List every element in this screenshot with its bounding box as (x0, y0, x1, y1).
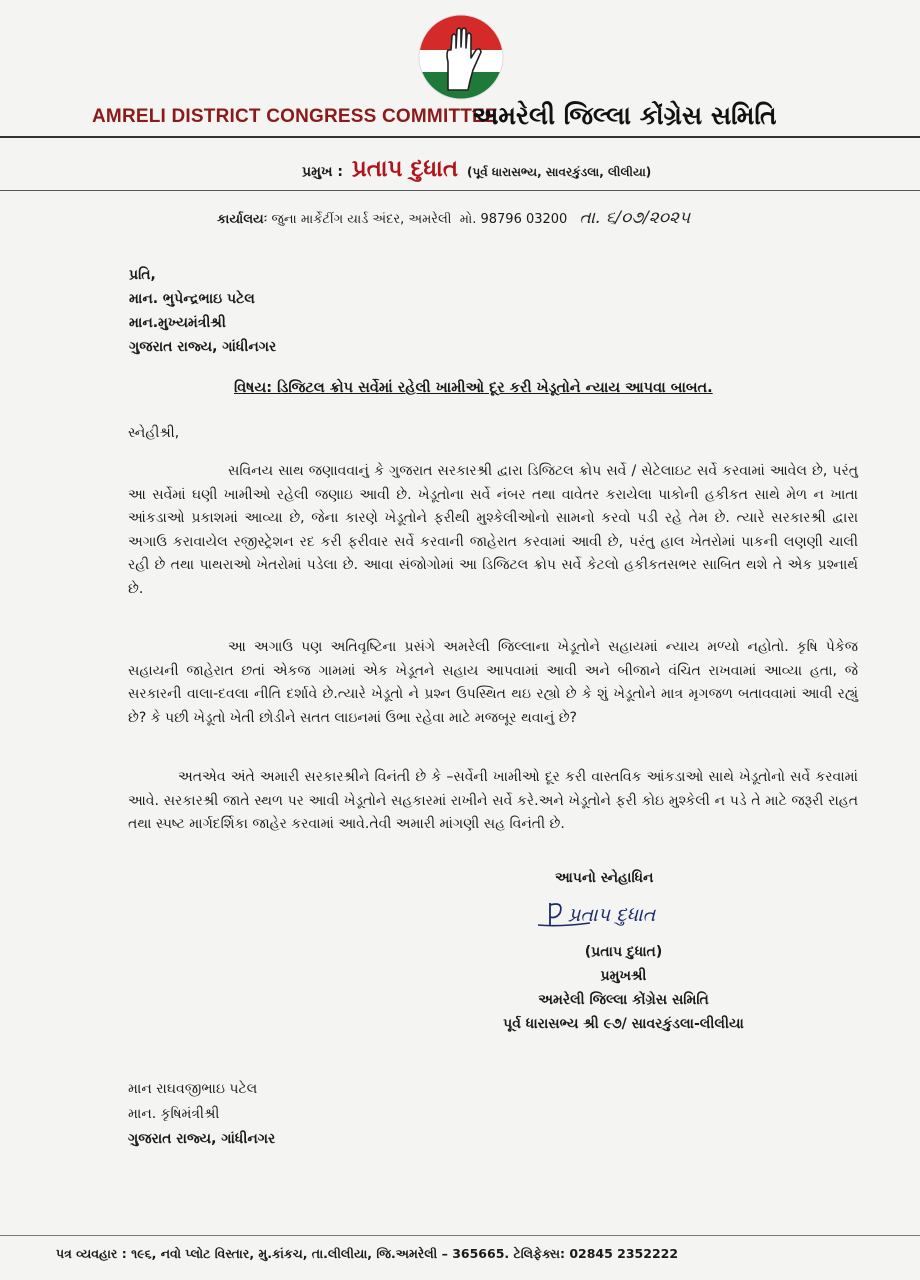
footer-address: પત્ર વ્યવહાર : ૧૯૬, નવો પ્લોટ વિસ્તાર, મુ.કાંકચ, તા.લીલીયા, જિ.અમરેલી – 365665. ટેલિફેક્સ: 02845 2352222 (56, 1246, 679, 1261)
org-name-english: AMRELI DISTRICT CONGRESS COMMITTEE (92, 106, 498, 127)
handwritten-date: તા. ૬/૦૭/૨૦૨૫ (579, 208, 691, 228)
recipient-title: માન.મુખ્યમંત્રીશ્રી (129, 315, 226, 331)
office-phone: મો. 98796 03200 (459, 212, 568, 227)
president-note: (પૂર્વ ધારાસભ્ય, સાવરકુંડલા, લીલીયા) (467, 165, 652, 179)
office-address: જુના માર્કેટીંગ યાર્ડ અંદર, અમરેલી (271, 212, 452, 227)
signatory-block (466, 940, 781, 1036)
body-paragraph-2: આ અગાઉ પણ અતિવૃષ્ટિના પ્રસંગે અમરેલી જિલ્લાના ખેડૂતોને સહાયમાં ન્યાય મળ્યો નહોતો. કૃષિ પેકેજ સહાયની જાહેરાત છતાં એકજ ગામમાં એક ખેડૂતને સહાય આપવામાં આવી અને બીજાને વંચિત રાખવામાં આવ્યા હતા, જે સરકારની વાલા-દવલા નીતિ દર્શાવે છે.ત્યારે ખેડૂતો ને પ્રશ્ન ઉપસ્થિત થઇ રહ્યો છે કે શું ખેડૂતોને માત્ર મૃગજળ બતાવવામાં આવી રહ્યું છે? કે પછી ખેડૂતો ખેતી છોડીને સતત લાઇનમાં ઉભા રહેવા માટે મજબૂર થવાનું છે? (128, 639, 858, 726)
copy-to-block (128, 1077, 275, 1152)
salutation: સ્નેહીશ્રી, (128, 425, 180, 441)
body-paragraph-1: સવિનય સાથ જણાવવાનું કે ગુજરાત સરકારશ્રી દ્વારા ડિજિટલ ક્રોપ સર્વે / સેટેલાઇટ સર્વે કરવામાં આવેલ છે, પરંતુ આ સર્વેમાં ઘણી ખામીઓ રહેલી જણાઇ આવી છે. ખેડૂતોના સર્વે નંબર તથા વાવેતર કરાયેલા પાકોની હકીકત સાથે મેળ ન ખાતા આંકડાઓ પ્રકાશમાં આવ્યા છે, જેના કારણે ખેડૂતોને ફરીથી મુશ્કેલીઓનો સામનો કરવો પડી રહે તેમ છે. ત્યારે સરકારશ્રી દ્વારા અગાઉ કરાવાયેલ રજીસ્ટ્રેશન રદ કરી ફરીવાર સર્વે કરવાની જાહેરાત કરવામાં આવી છે, પરંતુ હાલ ખેતરોમાં પાકની લણણી ચાલી રહી છે તથા પાથરાઓ ખેતરોમાં પડેલા છે. આવા સંજોગોમાં આ ડિજિટલ ક્રોપ સર્વે કેટલો હકીકતસભર સાબિત થશે તે એક પ્રશ્નાર્થ છે. (128, 463, 858, 597)
office-label: કાર્યાલયઃ (217, 212, 268, 227)
recipient-place: ગુજરાત રાજ્ય, ગાંધીનગર (129, 339, 277, 355)
congress-hand-logo (418, 14, 504, 100)
closing-phrase: આપનો સ્નેહાધિન (555, 870, 654, 886)
president-label: પ્રમુખ : (302, 164, 343, 180)
recipient-to: પ્રતિ, (129, 267, 156, 283)
president-name: પ્રતાપ દુધાત (351, 156, 459, 182)
signatory-org: અમરેલી જિલ્લા કોંગ્રેસ સમિતિ (538, 992, 709, 1008)
recipient-block (129, 263, 276, 359)
copy-to-name: માન રાઘવજીભાઇ પટેલ (128, 1081, 258, 1097)
signatory-name: (પ્રતાપ દુધાત) (584, 944, 663, 960)
signatory-title: પ્રમુખશ્રી (600, 968, 647, 984)
svg-text:પ્રતાપ દુધાત: પ્રતાપ દુધાત (568, 904, 656, 926)
header-divider (0, 136, 920, 138)
signatory-former: પૂર્વ ધારાસભ્ય શ્રી ૯૭/ સાવરકુંડલા-લીલીયા (503, 1016, 744, 1032)
copy-to-title: માન. કૃષિમંત્રીશ્રી (128, 1106, 220, 1122)
copy-to-place: ગુજરાત રાજ્ય, ગાંધીનગર (128, 1131, 276, 1147)
office-line (217, 208, 690, 228)
org-name-gujarati: અમરેલી જિલ્લા કોંગ્રેસ સમિતિ (472, 101, 777, 130)
recipient-name: માન. ભુપેન્દ્રભાઇ પટેલ (129, 291, 255, 307)
handwritten-signature (530, 895, 730, 940)
footer-divider (0, 1235, 920, 1236)
header-divider-2 (0, 190, 920, 191)
president-line (302, 156, 651, 182)
subject-line: વિષય: ડિજિટલ ક્રોપ સર્વેમાં રહેલી ખામીઓ દૂર કરી ખેડૂતોને ન્યાય આપવા બાબત. (234, 380, 713, 396)
body-paragraph-3: અતએવ અંતે અમારી સરકારશ્રીને વિનંતી છે કે –સર્વેની ખામીઓ દૂર કરી વાસ્તવિક આંકડાઓ સાથે ખેડૂતોનો સર્વે કરવામાં આવે. સરકારશ્રી જાતે સ્થળ પર આવી ખેડૂતોને સહકારમાં રાખીને સર્વે કરે.અને ખેડૂતોને ફરી કોઇ મુશ્કેલી ન પડે તે માટે જરૂરી રાહત તથા સ્પષ્ટ માર્ગદર્શિકા જાહેર કરવામાં આવે.તેવી અમારી માંગણી સહ વિનંતી છે. (128, 769, 858, 832)
